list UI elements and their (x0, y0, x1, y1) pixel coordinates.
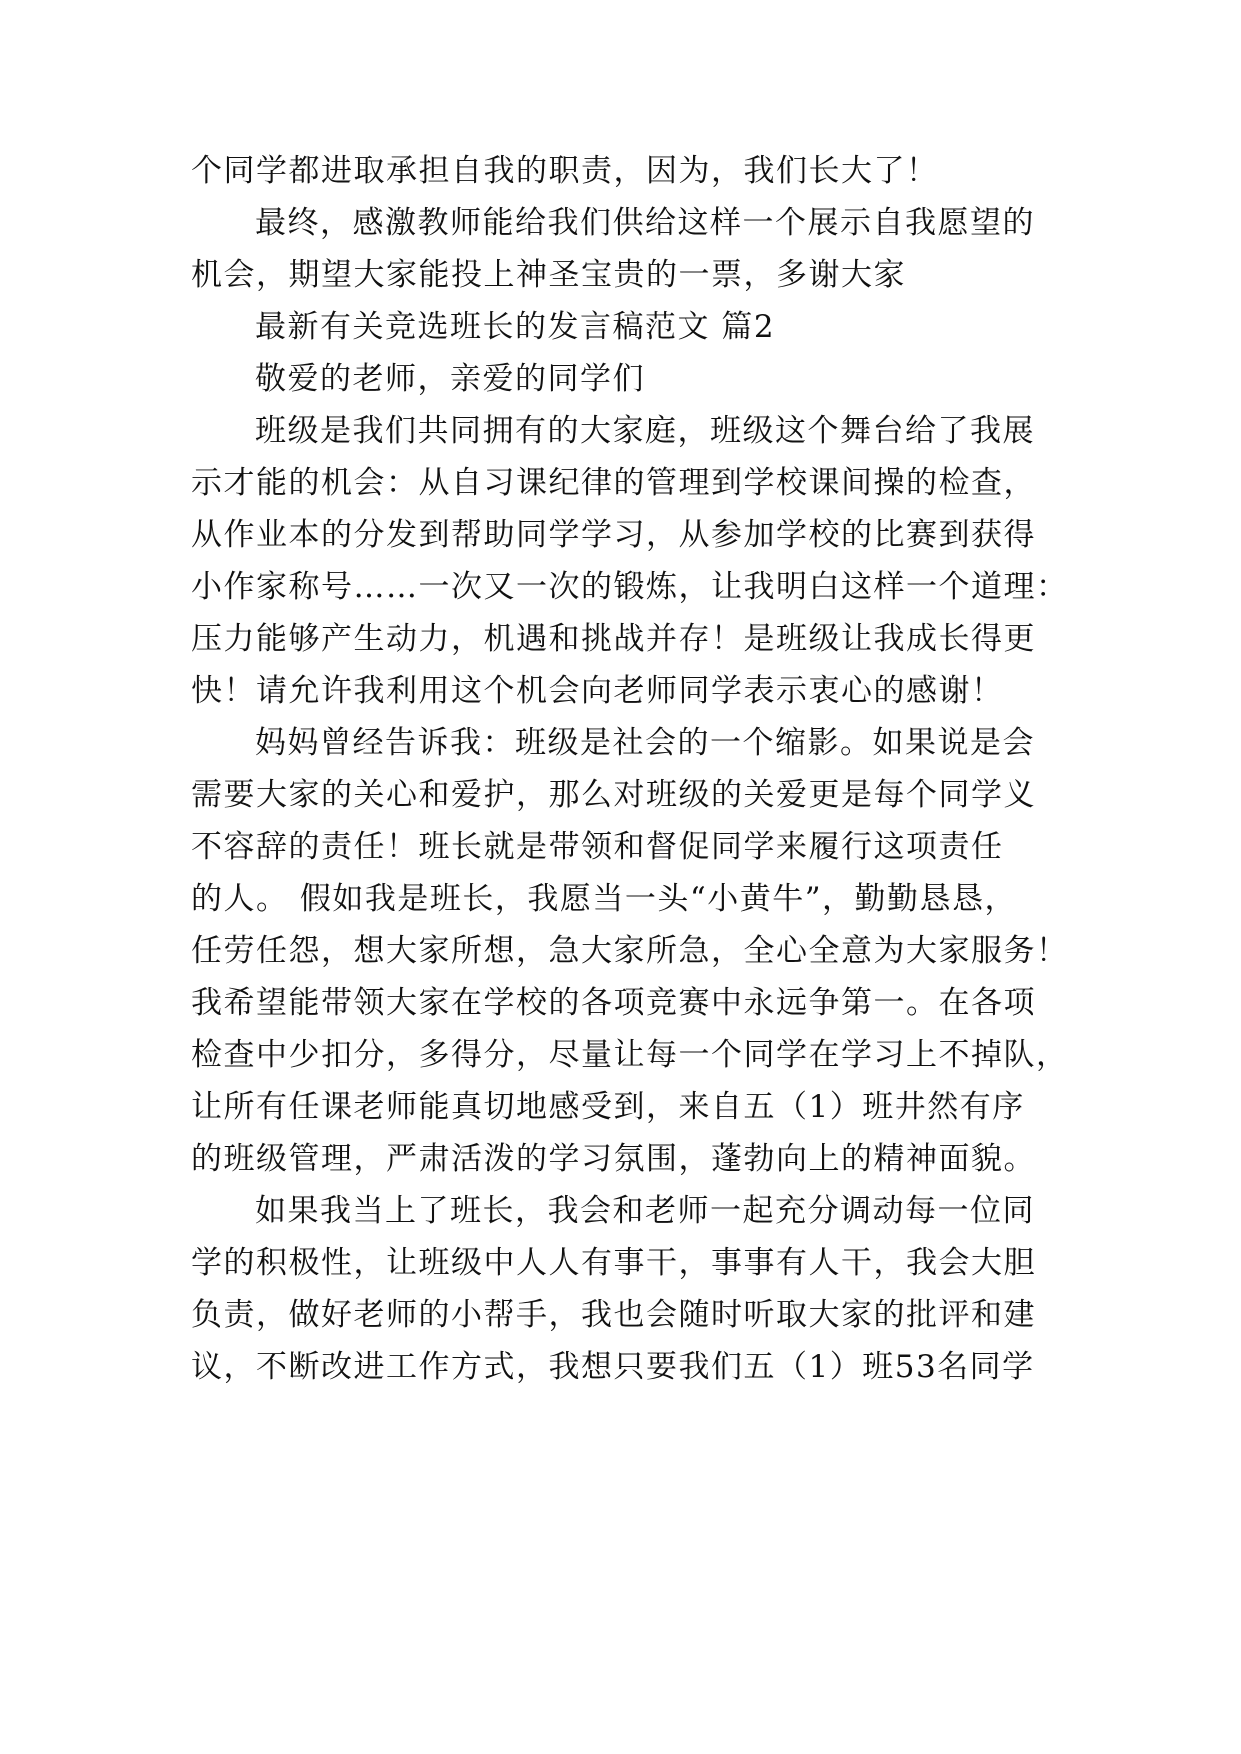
text-line: 机会，期望大家能投上神圣宝贵的一票，多谢大家 (191, 257, 906, 293)
text-line: 让所有任课老师能真切地感受到，来自五（1）班井然有序 (191, 1089, 1025, 1125)
text-line: 任劳任怨，想大家所想，急大家所急，全心全意为大家服务！ (191, 933, 1069, 969)
text-line: 负责，做好老师的小帮手，我也会随时听取大家的批评和建 (191, 1297, 1036, 1333)
text-line: 小作家称号……一次又一次的锻炼，让我明白这样一个道理： (191, 569, 1069, 605)
text-line: 班级是我们共同拥有的大家庭，班级这个舞台给了我展 (255, 413, 1035, 449)
text-line: 议，不断改进工作方式，我想只要我们五（1）班53名同学 (191, 1349, 1035, 1385)
salutation: 敬爱的老师，亲爱的同学们 (255, 361, 645, 397)
text-line: 学的积极性，让班级中人人有事干，事事有人干，我会大胆 (191, 1245, 1036, 1281)
text-line: 个同学都进取承担自我的职责，因为，我们长大了！ (191, 153, 939, 189)
text-line: 我希望能带领大家在学校的各项竞赛中永远争第一。在各项 (191, 985, 1036, 1021)
text-line: 如果我当上了班长，我会和老师一起充分调动每一位同 (255, 1193, 1035, 1229)
text-line: 检查中少扣分，多得分，尽量让每一个同学在学习上不掉队， (191, 1037, 1069, 1073)
text-line: 示才能的机会：从自习课纪律的管理到学校课间操的检查， (191, 465, 1036, 501)
text-line: 的班级管理，严肃活泼的学习氛围，蓬勃向上的精神面貌。 (191, 1141, 1036, 1177)
text-line: 从作业本的分发到帮助同学学习，从参加学校的比赛到获得 (191, 517, 1036, 553)
text-line: 不容辞的责任！班长就是带领和督促同学来履行这项责任 (191, 829, 1004, 865)
text-line: 快！请允许我利用这个机会向老师同学表示衷心的感谢！ (191, 673, 1004, 709)
text-line: 最终，感激教师能给我们供给这样一个展示自我愿望的 (255, 205, 1035, 241)
text-line: 需要大家的关心和爱护，那么对班级的关爱更是每个同学义 (191, 777, 1036, 813)
section-heading: 最新有关竞选班长的发言稿范文 篇2 (255, 309, 776, 345)
text-line: 的人。 假如我是班长，我愿当一头“小黄牛”，勤勤恳恳， (191, 881, 1018, 917)
text-line: 妈妈曾经告诉我：班级是社会的一个缩影。如果说是会 (255, 725, 1035, 761)
text-line: 压力能够产生动力，机遇和挑战并存！是班级让我成长得更 (191, 621, 1036, 657)
